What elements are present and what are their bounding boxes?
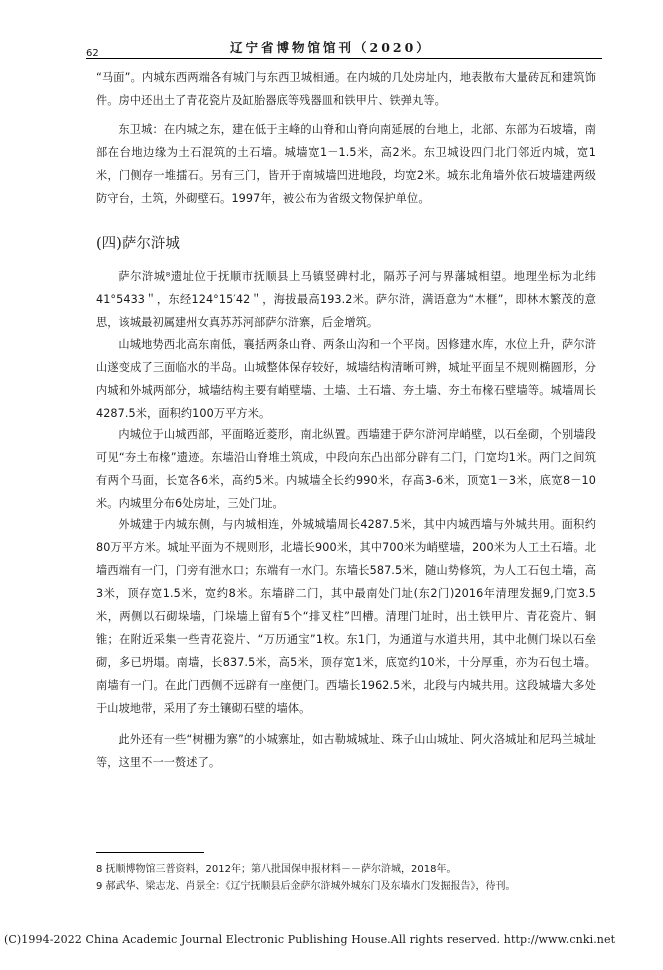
- section-heading: (四)萨尔浒城: [96, 236, 180, 252]
- footnote-rule: [96, 852, 204, 853]
- paragraph-outer-city: 外城建于内城东侧，与内城相连，外城城墙周长4287.5米，其中内城西墙与外城共用。面积约80万平方米。城址平面为不规则形，北墙长900米，其中700米为峭壁墙，200米为人工土石墙。北墙西端有一门，门旁有泄水口；东端有一水门。东墙长587.5米，随山势修筑，为人工石包土墙，高3米，顶存宽1.5米，宽约8米。东墙辟二门，其中最南处门址(东2门)2016年清理发掘9,门宽3.5米，两侧以石砌垛墙，门垛墙上留有5个“排叉柱”凹槽。清理门址时，出土铁甲片、青花瓷片、铜锥；在附近采集一些青花瓷片、“万历通宝”1枚。东1门，为通道与水道共用，其中北侧门垛以石垒砌，多已坍塌。南墙，长837.5米，高5米，顶存宽1米，底宽约10米，十分厚重，亦为石包土墙。南墙有一门。在此门西侧不远辟有一座便门。西墙长1962.5米，北段与内城共用。这段城墙大多处于山坡地带，采用了夯土镶砌石壁的墙体。: [96, 518, 596, 715]
- page-number: 62: [86, 48, 99, 59]
- journal-title: 辽宁省博物馆馆刊（2020）: [230, 40, 432, 55]
- paragraph-east-wing: 东卫城：在内城之东，建在低于主峰的山脊和山脊向南延展的台地上，北部、东部为石坡墙，南部在台地边缘为土石混筑的土石墙。城墙宽1－1.5米，高2米。东卫城设四门北门邻近内城，宽1米，门侧存一堆擂石。另有三门，皆开于南城墙凹进地段，均宽2米。城东北角墙外依石坡墙建两级防守台，土筑，外砌壁石。1997年，被公布为省级文物保护单位。: [96, 123, 596, 205]
- footnote-8: 8 抚顺博物馆三普资料，2012年；第八批国保申报材料－－萨尔浒城，2018年。: [96, 864, 457, 875]
- paragraph-sarhu-intro: 萨尔浒城⁸遗址位于抚顺市抚顺县上马镇竖碑村北，隔苏子河与界藩城相望。地理坐标为北纬41°5433＂，东经124°15′42＂，海拔最高193.2米。萨尔浒，满语意为“木榧”，即林木繁茂的意思，该城最初属建州女真苏苏河部萨尔浒寨，后金增筑。: [96, 270, 596, 329]
- copyright-line: (C)1994-2022 China Academic Journal Electronic Publishing House.All rights reserved. http://www.cnki.net: [4, 933, 616, 946]
- paragraph-terrain: 山城地势西北高东南低，襄括两条山脊、两条山沟和一个平岗。因修建水库，水位上升，萨尔浒山遂变成了三面临水的半岛。山城整体保存较好，城墙结构清晰可辨，城址平面呈不规则椭圆形，分内城和外城两部分，城墙结构主要有峭壁墙、土墙、土石墙、夯土墙、夯土布椽石壁墙等。城墙周长4287.5米，面积约100万平方米。: [96, 338, 596, 420]
- footnote-9: 9 郝武华、梁志龙、肖景全：《辽宁抚顺县后金萨尔浒城外城东门及东墙水门发掘报告》，待刊。: [96, 881, 516, 892]
- paragraph-1: “马面”。内城东西两端各有城门与东西卫城相通。在内城的几处房址内，地表散布大量砖瓦和建筑饰件。房中还出土了青花瓷片及缸胎器底等残器皿和铁甲片、铁弹丸等。: [96, 71, 596, 107]
- paragraph-inner-city: 内城位于山城西部，平面略近菱形，南北纵置。西墙建于萨尔浒河岸峭壁，以石垒砌，个别墙段可见“夯土布椽”遗迹。东墙沿山脊堆土筑成，中段向东凸出部分辟有二门，门宽均1米。两门之间筑有两个马面，长宽各6米，高约5米。内城墙全长约990米，存高3-6米，顶宽1－3米，底宽8－10米。内城里分布6处房址，三处门址。: [96, 428, 596, 510]
- paragraph-other-sites: 此外还有一些“树栅为寨”的小城寨址，如古勒城城址、珠子山山城址、阿火洛城址和尼玛兰城址等，这里不一一赘述了。: [96, 733, 596, 769]
- header-rule: [86, 58, 602, 59]
